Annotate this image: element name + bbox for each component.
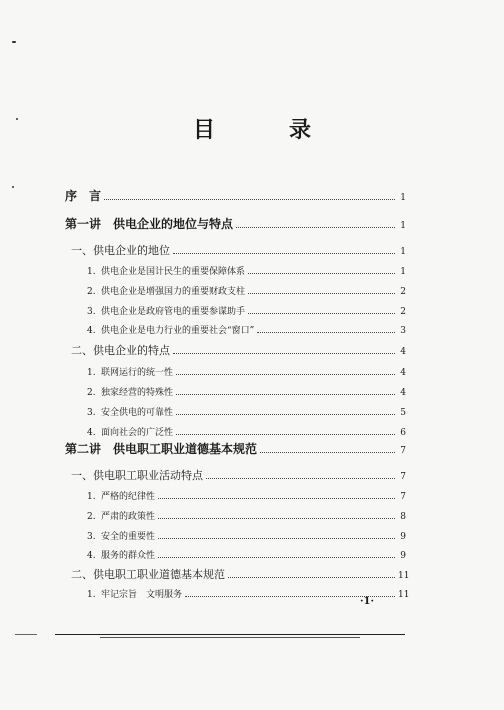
toc-entry-number: 2. (87, 512, 96, 522)
toc-entry-title: 第二讲 供电职工职业道德基本规范 (65, 442, 258, 456)
toc-entry-title: 供电企业是增强国力的重要财政支柱 (101, 287, 246, 297)
toc-entry (65, 585, 410, 603)
toc-entry-page: 7 (400, 492, 406, 502)
bottom-rule (55, 634, 405, 635)
toc-entry-title: 牢记宗旨 文明服务 (101, 590, 183, 600)
toc-entry (65, 467, 406, 485)
toc-entry-number: 1. (87, 267, 96, 277)
toc-entry-page: 7 (400, 446, 406, 456)
toc-entry (65, 342, 406, 360)
toc-entry-label (65, 187, 101, 204)
toc-entry-page: 9 (400, 532, 406, 542)
toc-entry-label (87, 365, 173, 378)
toc-entry (65, 383, 406, 401)
toc-entry (65, 321, 406, 339)
toc-entry-label (87, 385, 173, 398)
toc-entry (65, 546, 406, 564)
toc-entry-title: 二、供电职工职业道德基本规范 (71, 568, 225, 581)
toc-entry-page: 1 (400, 193, 406, 203)
toc-entry-page: 1 (400, 267, 406, 277)
dot-leader (228, 566, 395, 578)
dot-leader (248, 282, 395, 294)
toc-entry-page: 2 (400, 307, 406, 317)
toc-entry (65, 423, 406, 441)
toc-entry-title: 二、供电企业的特点 (71, 344, 170, 357)
toc-entry (65, 262, 406, 280)
toc-entry (65, 440, 406, 458)
dot-leader (173, 242, 395, 254)
dot-leader (158, 487, 395, 499)
toc-entry (65, 215, 406, 233)
toc-entry-title: 严肃的政策性 (101, 512, 156, 522)
toc-entry-label (87, 323, 254, 336)
page-number: ·1· (360, 596, 374, 607)
bottom-rule (15, 634, 37, 635)
toc-entry-label (87, 304, 245, 317)
toc-entry-page: 7 (400, 472, 406, 482)
toc-entry-label (65, 440, 257, 457)
toc-entry (65, 282, 406, 300)
toc-entry-page: 9 (400, 551, 406, 561)
toc-entry-number: 4. (87, 428, 96, 438)
toc-entry-page: 5 (400, 408, 406, 418)
toc-entry-label (65, 215, 233, 232)
page-title: 目 录 (192, 118, 337, 143)
toc-entry-title: 服务的群众性 (101, 551, 156, 561)
toc-entry (65, 187, 406, 205)
toc-entry-title: 序 言 (65, 189, 102, 203)
toc-entry-number: 4. (87, 326, 96, 336)
toc-entry-title: 一、供电企业的地位 (71, 244, 170, 257)
dot-leader (158, 527, 395, 539)
toc-entry-label (87, 529, 155, 542)
dot-leader (158, 507, 395, 519)
dot-leader (260, 441, 395, 453)
toc-entry-label (87, 264, 245, 277)
toc-entry-title: 独家经营的特殊性 (101, 388, 174, 398)
dot-leader (236, 216, 395, 228)
toc-entry-title: 严格的纪律性 (101, 492, 156, 502)
toc-entry-number: 4. (87, 551, 96, 561)
toc-entry-page: 4 (400, 368, 406, 378)
toc-entry-title: 第一讲 供电企业的地位与特点 (65, 217, 234, 231)
toc-entry (65, 403, 406, 421)
dot-leader (257, 321, 395, 333)
toc-entry-title: 联网运行的统一性 (101, 368, 174, 378)
toc-entry-number: 1. (87, 492, 96, 502)
toc-entry-label (71, 242, 170, 258)
dot-leader (158, 546, 395, 558)
toc-entry-title: 面向社会的广泛性 (101, 428, 174, 438)
toc-entry-label (71, 467, 203, 483)
toc-entry (65, 302, 406, 320)
toc-entry (65, 242, 406, 260)
toc-entry-label (87, 548, 155, 561)
toc-entry (65, 363, 406, 381)
toc-entry-label (71, 342, 170, 358)
dot-leader (104, 188, 395, 200)
toc-entry-number: 2. (87, 388, 96, 398)
toc-entry (65, 487, 406, 505)
dot-leader (176, 403, 395, 415)
toc-entry-number: 3. (87, 307, 96, 317)
toc-entry-label (87, 425, 173, 438)
scan-speck (12, 186, 14, 188)
scan-speck (12, 41, 16, 43)
toc-entry-title: 供电企业是政府管电的重要参谋助手 (101, 307, 246, 317)
toc-entry-label (71, 566, 225, 582)
toc-entry-label (87, 509, 155, 522)
toc-entry-page: 11 (398, 590, 410, 600)
toc-entry-page: 2 (400, 287, 406, 297)
toc-entry-number: 3. (87, 532, 96, 542)
toc-entry-number: 3. (87, 408, 96, 418)
toc-entry-page: 1 (400, 221, 406, 231)
toc-entry-number: 1. (87, 368, 96, 378)
dot-leader (173, 342, 395, 354)
dot-leader (176, 363, 395, 375)
toc-entry-number: 2. (87, 287, 96, 297)
toc-entry-title: 一、供电职工职业活动特点 (71, 469, 203, 482)
toc-entry (65, 507, 406, 525)
toc-entry-title: 供电企业是电力行业的重要社会“窗口” (101, 326, 255, 336)
toc-entry-title: 供电企业是国计民生的重要保障体系 (101, 267, 246, 277)
toc-entry-number: 1. (87, 590, 96, 600)
toc-entry-title: 安全供电的可靠性 (101, 408, 174, 418)
toc-entry-page: 6 (400, 428, 406, 438)
toc-entry-page: 3 (400, 326, 406, 336)
toc-entry-label (87, 405, 173, 418)
toc-entry-page: 1 (400, 247, 406, 257)
toc-entry-page: 11 (398, 571, 410, 581)
dot-leader (206, 467, 395, 479)
toc-entry (65, 566, 410, 584)
toc-entry-label (87, 587, 182, 600)
dot-leader (248, 262, 395, 274)
toc-entry-page: 4 (400, 388, 406, 398)
toc-entry-title: 安全的重要性 (101, 532, 156, 542)
toc-entry-page: 8 (400, 512, 406, 522)
bottom-rule (100, 637, 360, 638)
toc-entry-label (87, 489, 155, 502)
toc-entry (65, 527, 406, 545)
toc-entry-label (87, 284, 245, 297)
dot-leader (248, 302, 395, 314)
dot-leader (176, 383, 395, 395)
dot-leader (176, 423, 395, 435)
toc-entry-page: 4 (400, 347, 406, 357)
